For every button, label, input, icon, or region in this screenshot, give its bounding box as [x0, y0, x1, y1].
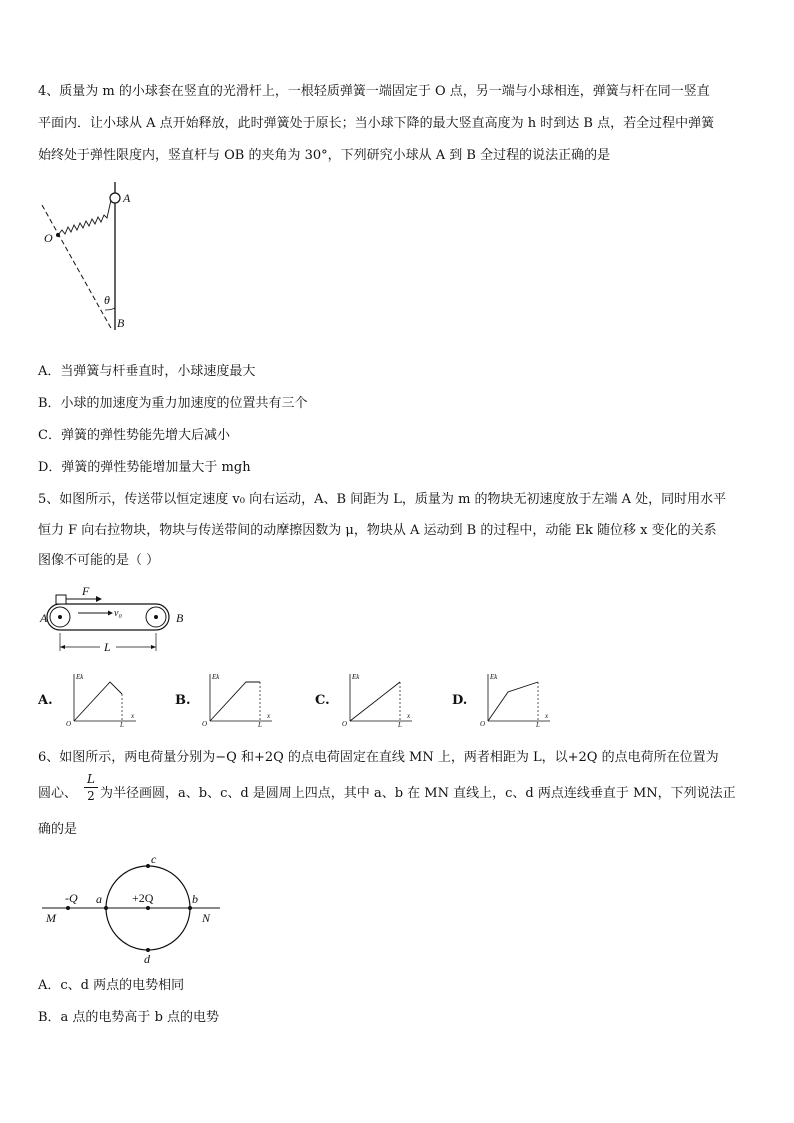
- q6-text-line-1: 6、如图所示，两电荷量分别为−Q 和+2Q 的点电荷固定在直线 MN 上，两者相距为 L，以+2Q 的点电荷所在位置为: [38, 750, 719, 765]
- graph-origin: O: [66, 720, 72, 728]
- ek-curve: [74, 682, 122, 721]
- ball: [110, 193, 120, 203]
- ek-curve: [350, 682, 400, 721]
- graph-ylabel: Ek: [490, 673, 498, 681]
- q6-option-a: A．c、d 两点的电势相同: [38, 978, 185, 993]
- label-b: B: [117, 316, 125, 330]
- q6-option-b: B．a 点的电势高于 b 点的电势: [38, 1010, 220, 1025]
- charge-pos-2q: [146, 906, 150, 910]
- label-theta: θ: [104, 293, 110, 307]
- q4-text-line-2: 平面内．让小球从 A 点开始释放，此时弹簧处于原长；当小球下降的最大竖直高度为 h 时到达 B 点，若全过程中弹簧: [38, 116, 715, 131]
- fraction-bar: [84, 787, 98, 788]
- graph-d: [478, 670, 558, 728]
- spring: [58, 200, 111, 235]
- ek-curve: [210, 682, 260, 721]
- graph-origin: O: [342, 720, 348, 728]
- choice-d-label: D.: [452, 693, 468, 708]
- label-n: N: [202, 911, 211, 925]
- force-arrowhead: [96, 596, 102, 602]
- block: [56, 595, 66, 604]
- point-b: [188, 906, 192, 910]
- label-pos-2q: +2Q: [132, 891, 154, 905]
- q5-conveyor-figure: [38, 585, 198, 657]
- graph-b: [200, 670, 280, 728]
- point-c: [146, 864, 150, 868]
- graph-origin: O: [202, 720, 208, 728]
- label-v0: v₀: [114, 608, 122, 619]
- point-o: [56, 233, 60, 237]
- q4-option-a: A．当弹簧与杆垂直时，小球速度最大: [38, 364, 256, 379]
- label-b: b: [192, 892, 198, 906]
- q6-charge-figure: [38, 850, 228, 966]
- q4-figure: [38, 180, 148, 340]
- graph-xlabel: x: [267, 712, 271, 720]
- graph-l: L: [536, 721, 540, 728]
- graph-ylabel: Ek: [76, 673, 84, 681]
- graph-ylabel: Ek: [352, 673, 360, 681]
- graph-l: L: [120, 721, 124, 728]
- q4-text-line-1: 4、质量为 m 的小球套在竖直的光滑杆上，一根轻质弹簧一端固定于 O 点，另一端与小球相连，弹簧与杆在同一竖直: [38, 84, 710, 99]
- label-c: c: [151, 852, 157, 866]
- q4-option-d: D．弹簧的弹性势能增加量大于 mgh: [38, 460, 251, 475]
- dim-arrow-left: [60, 645, 65, 649]
- velocity-arrowhead: [108, 611, 113, 616]
- q5-text-line-3: 图像不可能的是（ ）: [38, 553, 160, 568]
- label-neg-q: -Q: [65, 891, 78, 905]
- graph-a: [64, 670, 144, 728]
- q5-text-line-2: 恒力 F 向右拉物块，物块与传送带间的动摩擦因数为 μ，物块从 A 运动到 B 的过程中，动能 Ek 随位移 x 变化的关系: [38, 523, 717, 538]
- right-pulley-axle: [154, 615, 158, 619]
- fraction-l-over-2: [84, 772, 98, 803]
- dim-arrow-right: [151, 645, 156, 649]
- q6-text-line-3: 确的是: [38, 822, 78, 837]
- graph-xlabel: x: [131, 712, 135, 720]
- graph-xlabel: x: [545, 712, 549, 720]
- choice-c-label: C.: [315, 693, 330, 708]
- left-pulley-axle: [58, 615, 62, 619]
- label-m: M: [46, 911, 56, 925]
- ek-curve: [488, 682, 538, 721]
- label-f: F: [82, 585, 90, 598]
- graph-xlabel: x: [407, 712, 411, 720]
- q4-option-c: C．弹簧的弹性势能先增大后减小: [38, 428, 230, 443]
- choice-b-label: B.: [175, 693, 191, 708]
- angle-arc: [105, 308, 115, 310]
- fraction-denominator: 2: [87, 789, 95, 803]
- label-a: a: [96, 892, 102, 906]
- q5-text-line-1: 5、如图所示，传送带以恒定速度 v₀ 向右运动，A、B 间距为 L，质量为 m 的物块无初速度放于左端 A 处，同时用水平: [38, 492, 727, 507]
- q4-option-b: B．小球的加速度为重力加速度的位置共有三个: [38, 396, 308, 411]
- choice-a-label: A.: [38, 693, 53, 708]
- graph-c: [340, 670, 420, 728]
- label-a: A: [123, 191, 131, 205]
- charge-neg-q: [66, 906, 70, 910]
- label-d: d: [144, 952, 150, 966]
- ob-dashed-line: [42, 205, 112, 330]
- graph-origin: O: [480, 720, 486, 728]
- graph-ylabel: Ek: [212, 673, 220, 681]
- point-a: [104, 906, 108, 910]
- label-o: O: [44, 231, 53, 245]
- q4-text-line-3: 始终处于弹性限度内，竖直杆与 OB 的夹角为 30°，下列研究小球从 A 到 B 全过程的说法正确的是: [38, 148, 611, 163]
- graph-l: L: [398, 721, 402, 728]
- label-b: B: [176, 611, 184, 625]
- label-a: A: [40, 611, 48, 625]
- graph-l: L: [258, 721, 262, 728]
- label-l: L: [104, 640, 111, 654]
- q6-text-line-2a: 圆心、: [38, 786, 78, 801]
- q6-text-line-2b: 为半径画圆，a、b、c、d 是圆周上四点，其中 a、b 在 MN 直线上，c、d 两点连线垂直于 MN，下列说法正: [100, 786, 736, 801]
- fraction-numerator: L: [87, 772, 95, 786]
